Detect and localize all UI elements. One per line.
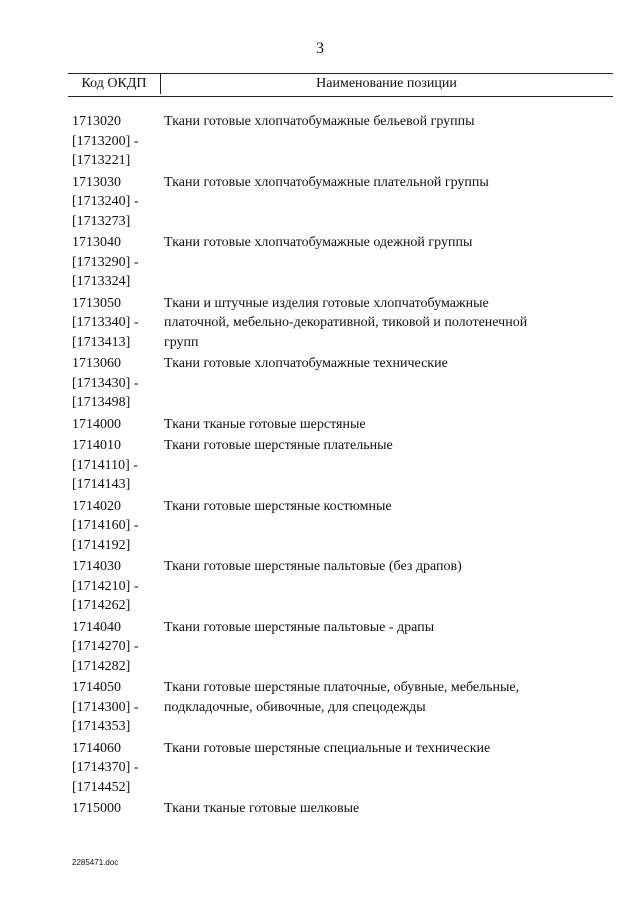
table-row — [72, 233, 612, 292]
position-name: Ткани тканые готовые шерстяные — [164, 416, 366, 432]
table-row — [72, 497, 612, 556]
okdp-code: 1713060 [1713430] - [1713498] — [72, 356, 139, 410]
okdp-code: 1713040 [1713290] - [1713324] — [72, 235, 139, 289]
position-name: Ткани тканые готовые шелковые — [164, 801, 360, 816]
okdp-code: 1714060 [1714370] - [1714452] — [72, 740, 139, 795]
okdp-code: 1714050 [1714300] - [1714353] — [72, 680, 139, 734]
okdp-code: 1713030 [1713240] - [1713273] — [72, 174, 139, 229]
position-name: Ткани готовые шерстяные пальтовые (без драпов) — [164, 559, 462, 574]
table-row — [72, 112, 612, 171]
position-name: Ткани готовые шерстяные плательные — [164, 438, 393, 453]
table-row — [72, 415, 612, 435]
position-name: Ткани готовые хлопчатобумажные бельевой группы — [164, 114, 475, 129]
footer-filename: 2285471.doc — [72, 858, 119, 867]
table-row — [72, 436, 612, 495]
okdp-code: 1714040 [1714270] - [1714282] — [72, 619, 139, 674]
table-header — [68, 73, 613, 97]
position-name: Ткани готовые шерстяные специальные и технические — [164, 740, 491, 756]
header-code-label: Код ОКДП — [81, 76, 147, 91]
table-row — [72, 557, 612, 616]
position-name: Ткани и штучные изделия готовые хлопчатобумажные платочной, мебельно-декоративной, тиковой и полотенечной групп — [164, 295, 528, 350]
position-name: Ткани готовые хлопчатобумажные плательной группы — [164, 174, 489, 190]
header-name-label: Наименование позиции — [316, 76, 457, 91]
table-row — [72, 799, 612, 819]
position-name: Ткани готовые шерстяные платочные, обувные, мебельные, подкладочные, обивочные, для спецодежды — [164, 680, 520, 715]
table-row — [72, 678, 612, 737]
table-row — [72, 618, 612, 677]
okdp-code: 1713050 [1713340] - [1713413] — [72, 295, 139, 350]
page-number: 3 — [316, 40, 324, 57]
okdp-code: 1715000 — [72, 801, 121, 816]
okdp-code: 1714020 [1714160] - [1714192] — [72, 498, 139, 553]
table-body — [72, 112, 612, 821]
okdp-code: 1713020 [1713200] - [1713221] — [72, 114, 139, 168]
table-row — [72, 173, 612, 232]
table-row — [72, 354, 612, 413]
table-row — [72, 294, 612, 353]
table-row — [72, 739, 612, 798]
okdp-code: 1714010 [1714110] - [1714143] — [72, 438, 138, 492]
position-name: Ткани готовые хлопчатобумажные одежной группы — [164, 235, 473, 250]
position-name: Ткани готовые хлопчатобумажные технические — [164, 356, 448, 371]
okdp-code: 1714000 — [72, 416, 121, 432]
okdp-code: 1714030 [1714210] - [1714262] — [72, 559, 139, 613]
position-name: Ткани готовые шерстяные костюмные — [164, 498, 392, 514]
position-name: Ткани готовые шерстяные пальтовые - драпы — [164, 619, 435, 635]
